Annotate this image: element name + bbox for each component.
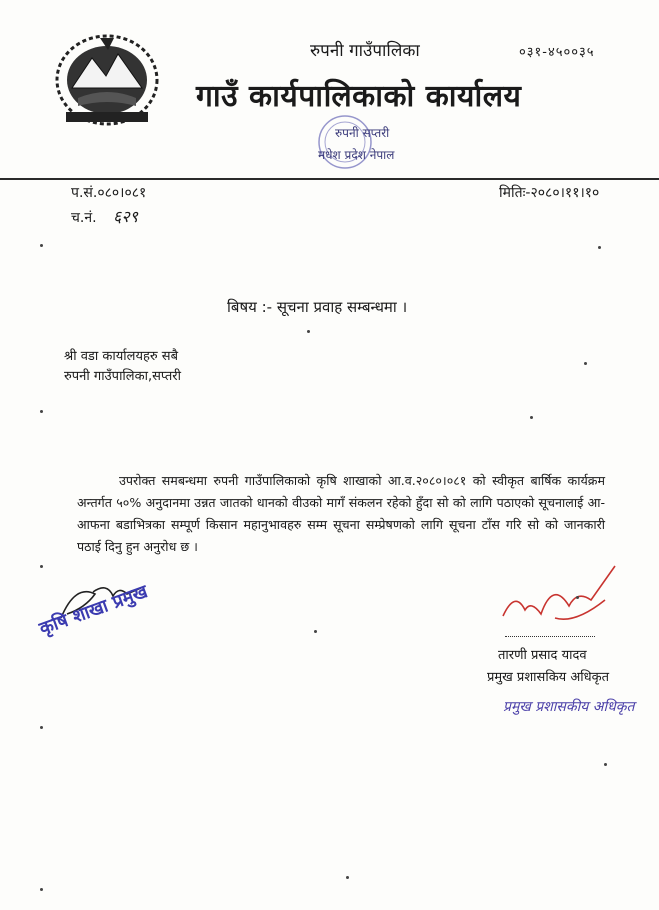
scan-speck xyxy=(40,726,43,729)
officer-stamp: प्रमुख प्रशासकीय अधिकृत xyxy=(503,699,635,715)
scan-speck xyxy=(346,876,349,879)
stamp-line-1: रुपनी सप्तरी xyxy=(335,126,390,140)
right-signature-scribble xyxy=(495,560,625,638)
signatory-name: तारणी प्रसाद यादव xyxy=(498,648,587,663)
addressee-line-2: रुपनी गाउँपालिका,सप्तरी xyxy=(64,369,181,384)
chalani-value: ६२९ xyxy=(113,207,138,226)
signatory-title: प्रमुख प्रशासकिय अधिकृत xyxy=(487,670,610,685)
scan-speck xyxy=(40,565,43,568)
scan-speck xyxy=(307,330,310,333)
scan-speck xyxy=(584,362,587,365)
department-stamp: कृषि शाखा प्रमुख xyxy=(36,581,151,640)
chalani-label: च.नं. xyxy=(71,210,97,226)
chalani-number xyxy=(71,205,138,227)
municipality-name: रुपनी गाउँपालिका xyxy=(310,41,420,61)
scan-speck xyxy=(40,244,43,247)
patra-sankhya: प.सं.०८०।०८१ xyxy=(71,185,147,201)
office-seal-stamp xyxy=(295,108,435,182)
scan-speck xyxy=(598,246,601,249)
signature-line xyxy=(505,636,595,637)
letter-date: मितिः-२०८०।११।१० xyxy=(499,185,600,201)
nepal-emblem-icon xyxy=(48,28,166,128)
scan-speck xyxy=(314,630,317,633)
letter-body: उपरोक्त समबन्धमा रुपनी गाउँपालिकाको कृषि शाखाको आ.व.२०८०।०८१ को स्वीकृत बार्षिक कार्यक्रम अन्तर्गत ५०% अनुदानमा उन्नत जातको धानको वीउको मागँ संकलन रहेको हुँदा सो को लागि पठाएको सूचनालाई आ-आफना बडाभित्रका सम्पूर्ण किसान महानुभावहरु सम्म सूचना सम्प्रेषणको लागि सूचना टाँस गरि सो को जानकारी पठाई दिनु हुन अनुरोध छ । xyxy=(77,473,605,554)
header-divider xyxy=(0,178,659,180)
phone-number: ०३१-४५००३५ xyxy=(519,45,595,60)
scan-speck xyxy=(530,416,533,419)
addressee xyxy=(64,347,181,387)
letter-subject: बिषय :- सूचना प्रवाह सम्बन्धमा । xyxy=(227,298,408,316)
office-title: गाउँ कार्यपालिकाको कार्यालय xyxy=(196,79,522,114)
scan-speck xyxy=(576,596,579,599)
scan-speck xyxy=(40,888,43,891)
addressee-line-1: श्री वडा कार्यालयहरु सबै xyxy=(64,349,179,364)
stamp-line-2: मधेश प्रदेश नेपाल xyxy=(318,148,395,162)
scan-speck xyxy=(604,763,607,766)
scan-speck xyxy=(40,410,43,413)
